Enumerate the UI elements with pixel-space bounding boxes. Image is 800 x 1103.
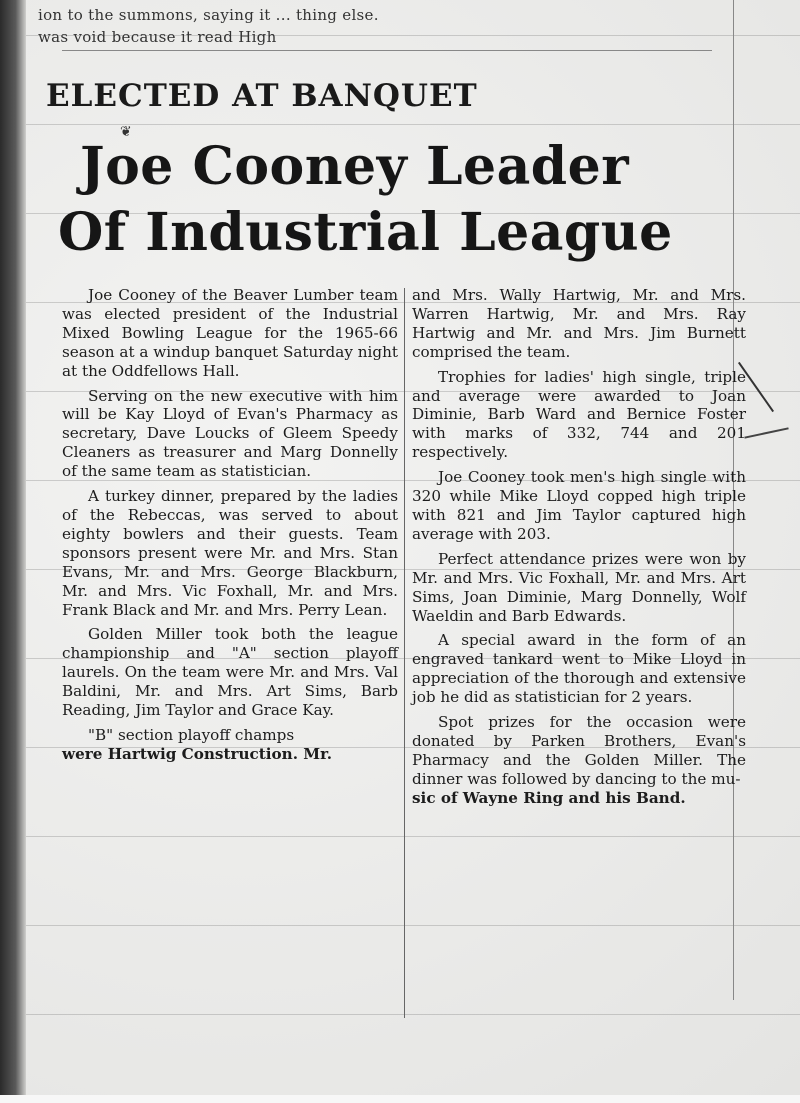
main-headline <box>58 134 673 266</box>
paragraph: Serving on the new executive with him will be Kay Lloyd of Evan's Pharmacy as secretary, Dave Loucks of Gleem Speedy Cleaners as treasurer and Marg Donnelly of the same team as statistician. <box>62 386 398 481</box>
paragraph: Spot prizes for the occasion were donated by Parken Brothers, Evan's Pharmacy and the Golden Miller. The dinner was followed by dancing to the mu- <box>412 713 746 788</box>
paragraph: Joe Cooney took men's high single with 320 while Mike Lloyd copped high triple with 821 and Jim Taylor captured high average with 203. <box>412 468 746 543</box>
kicker-headline: ELECTED AT BANQUET <box>46 78 478 114</box>
ornament-icon: ❦ <box>120 124 132 140</box>
section-divider <box>62 50 712 51</box>
article-column-left <box>62 286 398 770</box>
previous-article-line-2: was void because it read High <box>38 28 277 46</box>
previous-article-tail <box>38 4 718 48</box>
paragraph-continuation: sic of Wayne Ring and his Band. <box>412 788 686 807</box>
pen-mark <box>744 427 788 438</box>
previous-article-line-1: ion to the summons, saying it ... thing else. <box>38 6 379 24</box>
paragraph: "B" section playoff champs <box>88 725 295 744</box>
paragraph: A turkey dinner, prepared by the ladies of the Rebeccas, was served to about eighty bowlers and their guests. Team sponsors present were Mr. and Mrs. Stan Evans, Mr. and Mrs. George Blackburn, Mr. and Mrs. Vic Foxhall, Mr. and Mrs. Frank Black and Mr. and Mrs. Perry Lean. <box>62 487 398 619</box>
paragraph: Perfect attendance prizes were won by Mr. and Mrs. Vic Foxhall, Mr. and Mrs. Art Sims, Joan Diminie, Marg Donnelly, Wolf Waeldin and Barb Edwards. <box>412 549 746 625</box>
headline-line-1: Joe Cooney Leader <box>80 136 630 197</box>
article-column-right <box>412 286 746 814</box>
paragraph-continuation: were Hartwig Construction. Mr. <box>62 744 332 763</box>
paragraph: A special award in the form of an engraved tankard went to Mike Lloyd in appreciation of the thorough and extensive job he did as statistician for 2 years. <box>412 631 746 707</box>
headline-line-2: Of Industrial League <box>58 202 673 263</box>
paragraph: Joe Cooney of the Beaver Lumber team was elected president of the Industrial Mixed Bowling League for the 1965-66 season at a windup banquet Saturday night at the Oddfellows Hall. <box>62 286 398 380</box>
film-edge <box>0 0 26 1103</box>
paragraph-continuation: and Mrs. Wally Hartwig, Mr. and Mrs. Warren Hartwig, Mr. and Mrs. Ray Hartwig and Mr. and Mrs. Jim Burnett comprised the team. <box>412 286 746 361</box>
paragraph: Trophies for ladies' high single, triple and average were awarded to Joan Diminie, Barb Ward and Bernice Foster with marks of 332, 744 and 201 respectively. <box>412 367 746 462</box>
scan-border <box>0 1095 800 1103</box>
column-rule-center <box>404 288 405 1018</box>
paragraph: Golden Miller took both the league championship and "A" section playoff laurels. On the team were Mr. and Mrs. Val Baldini, Mr. and Mrs. Art Sims, Barb Reading, Jim Taylor and Grace Kay. <box>62 625 398 720</box>
